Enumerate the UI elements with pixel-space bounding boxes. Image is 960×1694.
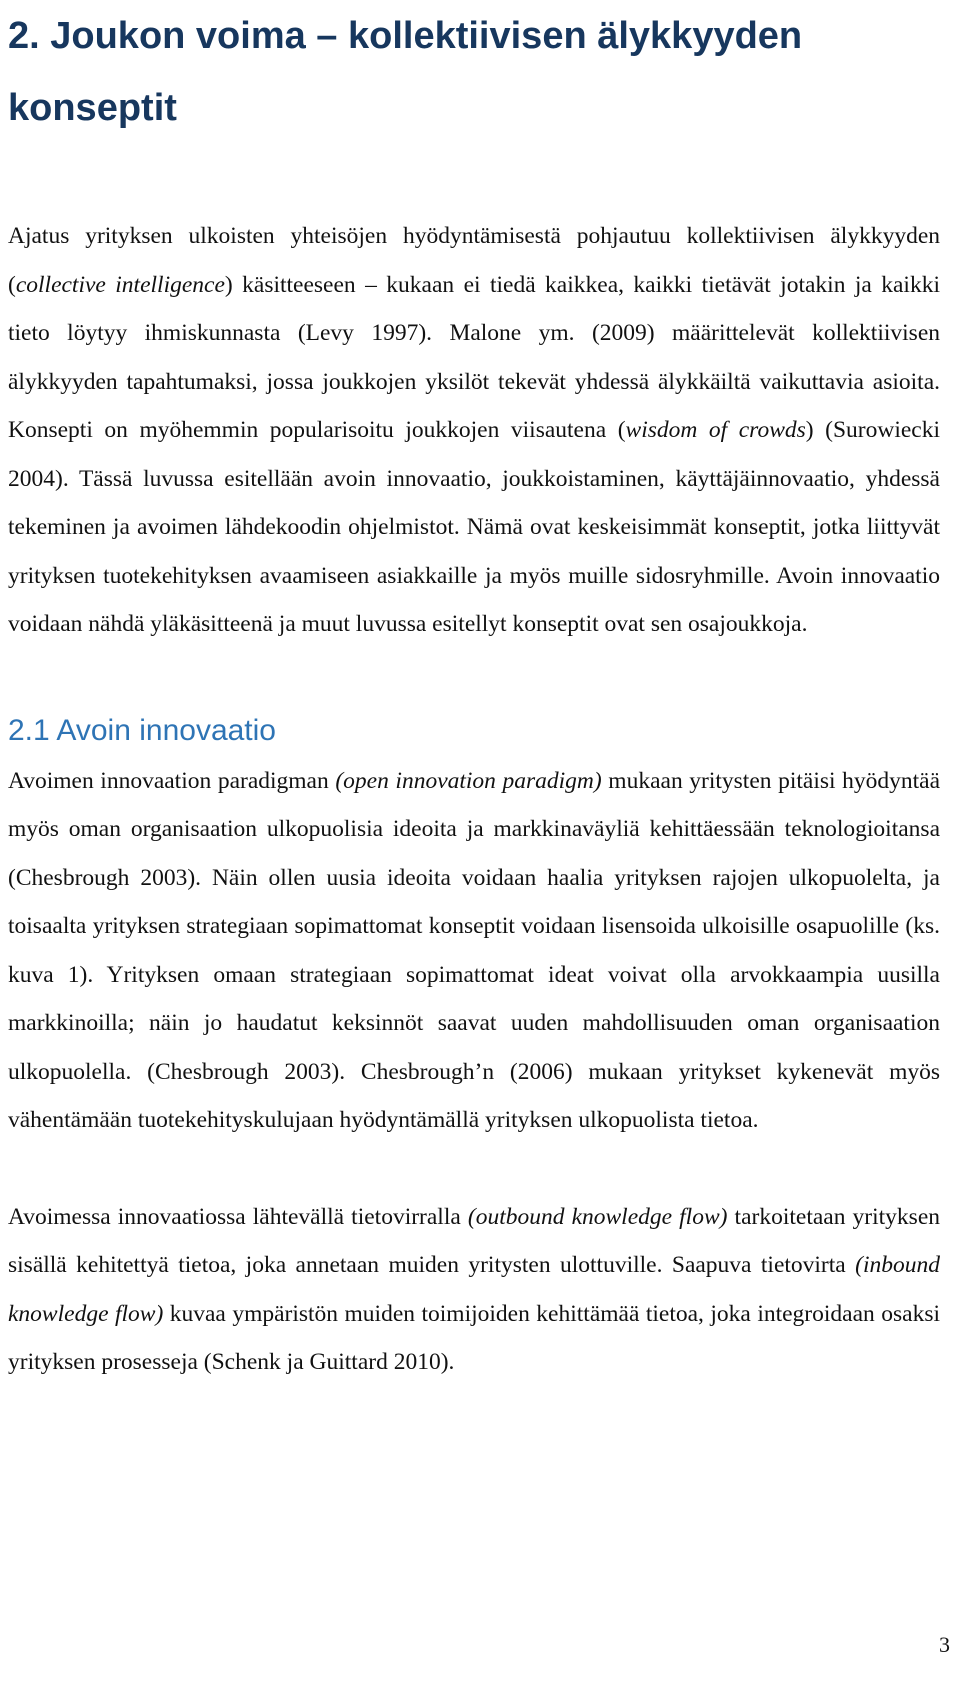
italic-term: collective intelligence: [15, 271, 225, 298]
section-heading: 2.1 Avoin innovaatio: [8, 713, 276, 747]
text-segment: mukaan yritysten pitäisi hyödyntää myös oman organisaation ulkopuolisia ideoita ja markkinaväyliä kehittäessään teknologioitansa (Chesbrough 2003). Näin ollen uusia ideoita voidaan haalia yrityksen rajojen ulkopuolelta, ja toisaalta yrityksen strategiaan sopimattomat konseptit voidaan lisensoida ulkoisille osapuolille (ks. kuva 1). Yrityksen omaan strategiaan sopimattomat ideat voivat olla arvokkaampia uusilla markkinoilla; näin jo haudatut keksinnöt saavat uuden mahdollisuuden oman organisaation ulkopuolella. (Chesbrough 2003). Chesbrough’n (2006) mukaan yritykset kykenevät myös vähentämään tuotekehityskulujaan hyödyntämällä yrityksen ulkopuolista tietoa.: [8, 767, 941, 1133]
text-segment: Avoimessa innovaatiossa lähtevällä tietovirralla: [8, 1203, 468, 1230]
text-segment: tarkoitetaan yrityksen sisällä kehitettyä tietoa, joka annetaan muiden yritysten ulottuville. Saapuva tietovirta: [8, 1203, 941, 1278]
page-number: 3: [939, 1632, 950, 1657]
intro-paragraph: [8, 212, 940, 649]
italic-term: (open innovation paradigm): [335, 767, 602, 794]
text-segment: Avoimen innovaation paradigman: [8, 767, 336, 794]
italic-term: wisdom of crowds: [625, 417, 806, 443]
italic-term: (outbound knowledge flow): [467, 1203, 728, 1230]
text-segment: Ajatus yrityksen ulkoisten yhteisöjen hyödyntämisestä pohjautuu kollektiivisen älykkyyden (: [8, 223, 940, 298]
open-innovation-paragraph-1: [8, 757, 940, 1145]
document-page: [8, 0, 940, 1387]
text-segment: ) (Surowiecki 2004). Tässä luvussa esitellään avoin innovaatio, joukkoistaminen, käyttäjäinnovaatio, yhdessä tekeminen ja avoimen lähdekoodin ohjelmistot. Nämä ovat keskeisimmät konseptit, jotka liittyvät yrityksen tuotekehityksen avaamiseen asiakkaille ja myös muille sidosryhmille. Avoin innovaatio voidaan nähdä yläkäsitteenä ja muut luvussa esitellyt konseptit ovat sen osajoukkoja.: [8, 417, 940, 637]
chapter-heading: 2. Joukon voima – kollektiivisen älykkyyden konseptit: [8, 15, 803, 129]
text-segment: kuvaa ympäristön muiden toimijoiden kehittämää tietoa, joka integroidaan osaksi yrityksen prosesseja (Schenk ja Guittard 2010).: [8, 1300, 940, 1375]
text-segment: ) käsitteeseen – kukaan ei tiedä kaikkea, kaikki tietävät jotakin ja kaikki tieto löytyy ihmiskunnasta (Levy 1997). Malone ym. (2009) määrittelevät kollektiivisen älykkyyden tapahtumaksi, jossa joukkojen yksilöt tekevät yhdessä älykkäiltä vaikuttavia asioita. Konsepti on myöhemmin popularisoitu joukkojen viisautena (: [8, 271, 940, 443]
italic-term: (inbound knowledge flow): [8, 1252, 940, 1327]
open-innovation-paragraph-2: [8, 1193, 940, 1387]
